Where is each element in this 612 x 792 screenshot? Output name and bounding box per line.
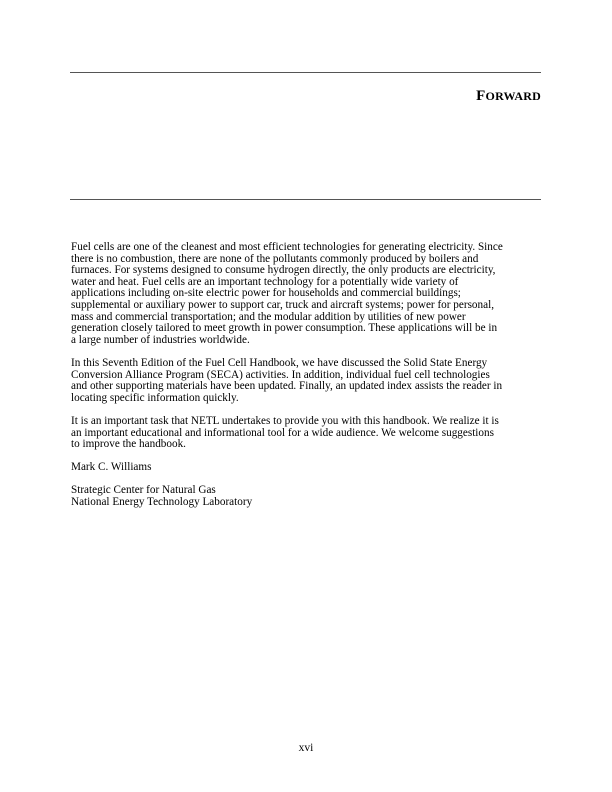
- text-line: water and heat. Fuel cells are an important technology for a potentially wide variety of: [71, 275, 459, 288]
- text-line: locating specific information quickly.: [71, 391, 239, 404]
- page-title: [476, 88, 541, 105]
- paragraph-netl: [71, 416, 543, 451]
- signature-name: [71, 462, 543, 474]
- text-line: In this Seventh Edition of the Fuel Cell Handbook, we have discussed the Solid State Energy: [71, 356, 488, 369]
- text-line: mass and commercial transportation; and the modular addition by utilities of new power: [71, 310, 466, 323]
- paragraph-edition: [71, 358, 543, 404]
- text-line: National Energy Technology Laboratory: [71, 496, 253, 509]
- text-line: to improve the handbook.: [71, 438, 186, 451]
- title-first-letter: F: [476, 88, 486, 104]
- signature-affiliation: [71, 485, 543, 508]
- text-line: a large number of industries worldwide.: [71, 333, 250, 346]
- text-line: furnaces. For systems designed to consume hydrogen directly, the only products are electricity,: [71, 264, 496, 277]
- text-line: Strategic Center for Natural Gas: [71, 484, 216, 497]
- top-rule: [70, 72, 541, 73]
- text-line: Mark C. Williams: [71, 461, 152, 474]
- body-text: [71, 242, 543, 520]
- page-number: xvi: [298, 742, 314, 754]
- text-line: Fuel cells are one of the cleanest and most efficient technologies for generating electricity. Since: [71, 241, 503, 253]
- text-line: applications including on-site electric power for households and commercial buildings;: [71, 287, 461, 300]
- text-line: supplemental or auxiliary power to support car, truck and aircraft systems; power for personal,: [71, 298, 494, 311]
- text-line: an important educational and informational tool for a wide audience. We welcome suggestions: [71, 426, 494, 439]
- text-line: and other supporting materials have been updated. Finally, an updated index assists the reader in: [71, 380, 503, 393]
- text-line: Conversion Alliance Program (SECA) activities. In addition, individual fuel cell technologies: [71, 368, 490, 381]
- paragraph-intro: [71, 242, 543, 346]
- text-line: there is no combustion, there are none of the pollutants commonly produced by boilers and: [71, 252, 479, 265]
- bottom-rule: [70, 199, 541, 200]
- text-line: generation closely tailored to meet growth in power consumption. These applications will be in: [71, 322, 498, 335]
- text-line: It is an important task that NETL undertakes to provide you with this handbook. We realize it is: [71, 414, 499, 427]
- title-rest: ORWARD: [485, 89, 541, 103]
